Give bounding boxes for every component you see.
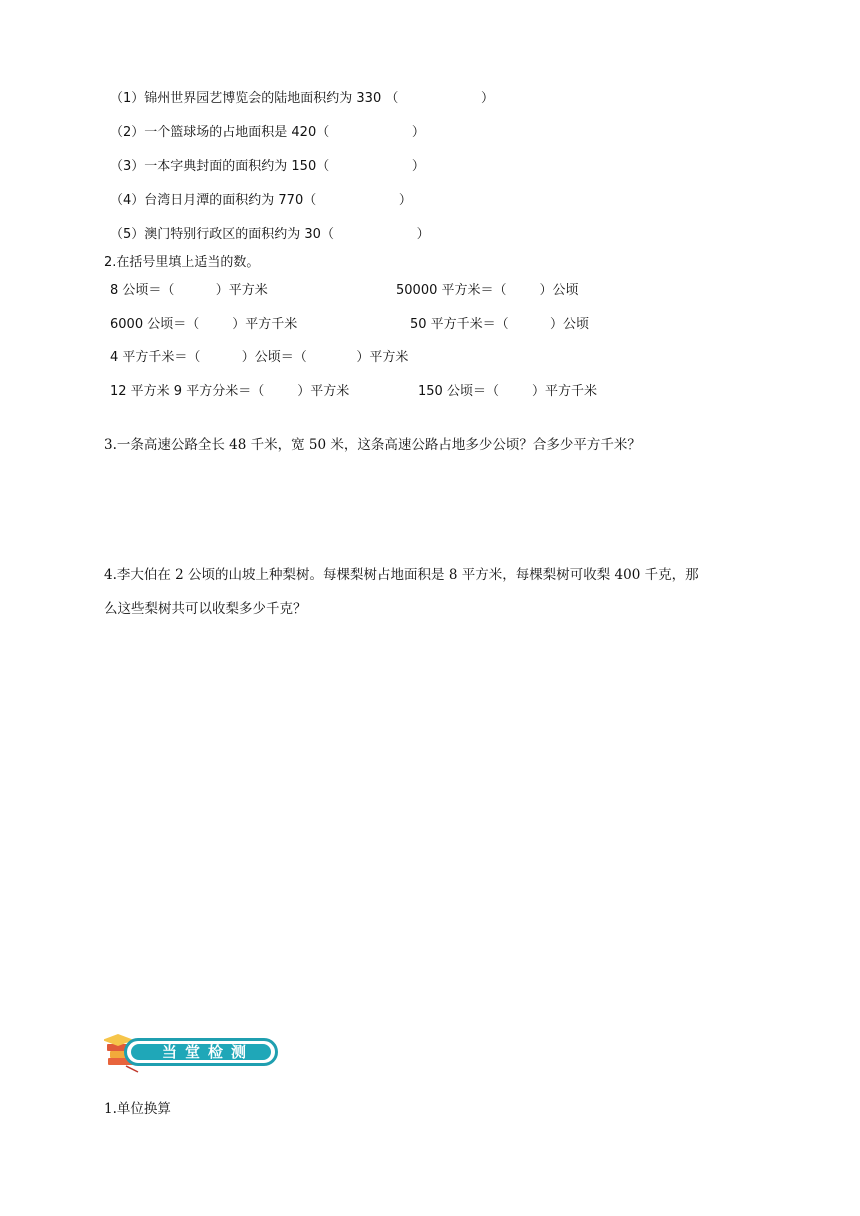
q2-row4-left: 12 平方米 9 平方分米＝（ ）平方米: [110, 384, 350, 399]
q1-item-4: （4）台湾日月潭的面积约为 770（ ）: [110, 193, 412, 208]
banner-title: 当堂检测: [131, 1044, 271, 1060]
banner-frame: [124, 1038, 278, 1066]
q1-item-5: （5）澳门特别行政区的面积约为 30（ ）: [110, 227, 430, 242]
q4-line2: 么这些梨树共可以收梨多少千克？: [104, 601, 307, 617]
section-q1: 1.单位换算: [104, 1101, 171, 1117]
section-banner: [104, 1032, 282, 1074]
q2-row4-right: 150 公顷＝（ ）平方千米: [418, 384, 598, 399]
q1-item-3: （3）一本字典封面的面积约为 150（ ）: [110, 159, 425, 174]
q4-line1: 4.李大伯在 2 公顷的山坡上种梨树。每棵梨树占地面积是 8 平方米，每棵梨树可收梨 400 千克，那: [104, 567, 699, 583]
q2-row1-right: 50000 平方米＝（ ）公顷: [396, 283, 579, 298]
q3-text: 3.一条高速公路全长 48 千米，宽 50 米，这条高速公路占地多少公顷？合多少平方千米？: [104, 437, 641, 453]
q1-item-2: （2）一个篮球场的占地面积是 420（ ）: [110, 125, 425, 140]
q2-row3-left: 4 平方千米＝（ ）公顷＝（ ）平方米: [110, 350, 409, 365]
q2-row2-right: 50 平方千米＝（ ）公顷: [410, 317, 589, 332]
q2-title: 2.在括号里填上适当的数。: [104, 255, 260, 270]
q2-row2-left: 6000 公顷＝（ ）平方千米: [110, 317, 298, 332]
q1-item-1: （1）锦州世界园艺博览会的陆地面积约为 330 （ ）: [110, 91, 494, 106]
q2-row1-left: 8 公顷＝（ ）平方米: [110, 283, 268, 298]
